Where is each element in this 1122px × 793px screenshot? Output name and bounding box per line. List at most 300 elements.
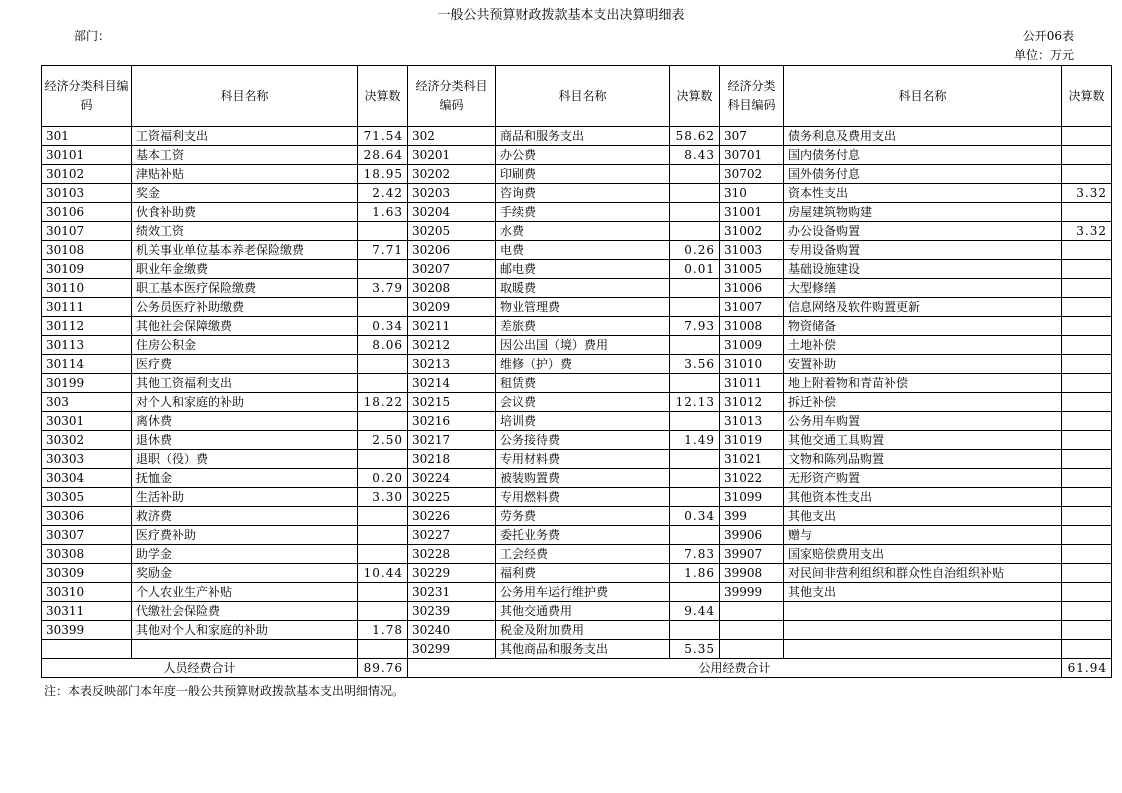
code-cell-1: 30307 [42,526,132,545]
code-cell-1: 30304 [42,469,132,488]
name-cell-1: 绩效工资 [132,222,358,241]
name-cell-3: 文物和陈列品购置 [784,450,1062,469]
name-cell-1: 退休费 [132,431,358,450]
amount-cell-2: 7.83 [670,545,720,564]
amount-cell-3 [1062,374,1112,393]
code-cell-3: 31022 [720,469,784,488]
amount-cell-1: 2.42 [358,184,408,203]
amount-cell-2 [670,184,720,203]
code-cell-2: 30299 [408,640,496,659]
table-row [42,507,1112,526]
amount-cell-2 [670,621,720,640]
name-cell-1: 奖金 [132,184,358,203]
name-cell-2: 物业管理费 [496,298,670,317]
code-cell-2: 30215 [408,393,496,412]
code-cell-1: 30399 [42,621,132,640]
amount-cell-1 [358,526,408,545]
amount-cell-2 [670,298,720,317]
code-cell-2: 30225 [408,488,496,507]
name-cell-1: 伙食补助费 [132,203,358,222]
amount-cell-1 [358,545,408,564]
name-cell-2: 差旅费 [496,317,670,336]
amount-cell-3 [1062,127,1112,146]
code-cell-1: 30101 [42,146,132,165]
name-cell-2: 其他商品和服务支出 [496,640,670,659]
amount-cell-1 [358,260,408,279]
code-cell-2: 30224 [408,469,496,488]
code-cell-1: 30110 [42,279,132,298]
amount-cell-2: 0.34 [670,507,720,526]
header-name-1: 科目名称 [132,66,358,127]
amount-cell-3 [1062,279,1112,298]
name-cell-3: 债务利息及费用支出 [784,127,1062,146]
amount-cell-3 [1062,317,1112,336]
name-cell-3: 基础设施建设 [784,260,1062,279]
code-cell-2: 30206 [408,241,496,260]
table-row [42,545,1112,564]
code-cell-1: 30301 [42,412,132,431]
amount-cell-2 [670,412,720,431]
amount-cell-2 [670,165,720,184]
code-cell-3 [720,640,784,659]
code-cell-3: 31099 [720,488,784,507]
table-row [42,488,1112,507]
name-cell-2: 咨询费 [496,184,670,203]
code-cell-2: 30202 [408,165,496,184]
amount-cell-3 [1062,431,1112,450]
name-cell-2: 手续费 [496,203,670,222]
amount-cell-2: 8.43 [670,146,720,165]
code-cell-1: 30102 [42,165,132,184]
public-total-value: 61.94 [1062,659,1112,678]
amount-cell-2: 9.44 [670,602,720,621]
name-cell-1: 其他工资福利支出 [132,374,358,393]
name-cell-3: 安置补助 [784,355,1062,374]
name-cell-3 [784,640,1062,659]
name-cell-3: 地上附着物和青苗补偿 [784,374,1062,393]
amount-cell-3 [1062,412,1112,431]
code-cell-1: 30113 [42,336,132,355]
name-cell-3 [784,602,1062,621]
amount-cell-1: 1.78 [358,621,408,640]
code-cell-2: 30227 [408,526,496,545]
name-cell-1: 工资福利支出 [132,127,358,146]
code-cell-2: 30239 [408,602,496,621]
expenditure-detail-table [41,65,1112,678]
code-cell-3: 399 [720,507,784,526]
report-title: 一般公共预算财政拨款基本支出决算明细表 [437,8,685,23]
header-amount-2: 决算数 [670,66,720,127]
code-cell-2: 30216 [408,412,496,431]
amount-cell-3: 3.32 [1062,222,1112,241]
amount-cell-3 [1062,564,1112,583]
table-row [42,602,1112,621]
table-row [42,203,1112,222]
amount-cell-1 [358,640,408,659]
amount-cell-2: 1.49 [670,431,720,450]
amount-cell-3 [1062,583,1112,602]
amount-cell-3 [1062,450,1112,469]
code-cell-1: 30111 [42,298,132,317]
amount-cell-2 [670,222,720,241]
amount-cell-1 [358,298,408,317]
header-name-2: 科目名称 [496,66,670,127]
name-cell-3: 其他支出 [784,583,1062,602]
code-cell-1: 30303 [42,450,132,469]
code-cell-2: 30208 [408,279,496,298]
table-row [42,279,1112,298]
name-cell-3: 物资储备 [784,317,1062,336]
amount-cell-2 [670,374,720,393]
amount-cell-3 [1062,545,1112,564]
name-cell-1: 公务员医疗补助缴费 [132,298,358,317]
code-cell-1: 30306 [42,507,132,526]
public-total-label: 公用经费合计 [408,659,1062,678]
name-cell-2: 专用材料费 [496,450,670,469]
amount-cell-3 [1062,355,1112,374]
table-row [42,393,1112,412]
code-cell-2: 30218 [408,450,496,469]
code-cell-1: 30114 [42,355,132,374]
amount-cell-2 [670,336,720,355]
code-cell-3: 307 [720,127,784,146]
code-cell-1: 30311 [42,602,132,621]
name-cell-3: 对民间非营利组织和群众性自治组织补贴 [784,564,1062,583]
name-cell-1: 代缴社会保险费 [132,602,358,621]
table-row [42,621,1112,640]
name-cell-3: 赠与 [784,526,1062,545]
name-cell-2: 水费 [496,222,670,241]
amount-cell-1 [358,355,408,374]
code-cell-3 [720,621,784,640]
code-cell-3: 30701 [720,146,784,165]
name-cell-2: 公务用车运行维护费 [496,583,670,602]
amount-cell-3 [1062,469,1112,488]
name-cell-1: 其他对个人和家庭的补助 [132,621,358,640]
code-cell-2: 30229 [408,564,496,583]
name-cell-3: 大型修缮 [784,279,1062,298]
code-cell-3: 31007 [720,298,784,317]
code-cell-1: 30109 [42,260,132,279]
header-code-3: 经济分类科目编码 [720,66,784,127]
code-cell-3: 31021 [720,450,784,469]
code-cell-3: 31011 [720,374,784,393]
table-row [42,317,1112,336]
name-cell-3: 无形资产购置 [784,469,1062,488]
totals-row [42,659,1112,678]
code-cell-2: 302 [408,127,496,146]
table-row [42,184,1112,203]
name-cell-3: 其他资本性支出 [784,488,1062,507]
name-cell-3: 办公设备购置 [784,222,1062,241]
code-cell-3: 31009 [720,336,784,355]
name-cell-3: 公务用车购置 [784,412,1062,431]
code-cell-2: 30217 [408,431,496,450]
code-cell-1: 30302 [42,431,132,450]
table-row [42,241,1112,260]
code-cell-3: 31008 [720,317,784,336]
code-cell-2: 30213 [408,355,496,374]
personnel-total-label: 人员经费合计 [42,659,358,678]
amount-cell-2: 7.93 [670,317,720,336]
amount-cell-2 [670,279,720,298]
name-cell-2: 办公费 [496,146,670,165]
code-cell-1: 30103 [42,184,132,203]
code-cell-3: 31019 [720,431,784,450]
name-cell-3: 房屋建筑物购建 [784,203,1062,222]
amount-cell-3 [1062,488,1112,507]
name-cell-3: 国内债务付息 [784,146,1062,165]
code-cell-1: 30310 [42,583,132,602]
name-cell-3: 其他支出 [784,507,1062,526]
amount-cell-2: 0.01 [670,260,720,279]
name-cell-1: 机关事业单位基本养老保险缴费 [132,241,358,260]
amount-cell-2: 1.86 [670,564,720,583]
amount-cell-2: 3.56 [670,355,720,374]
amount-cell-3 [1062,393,1112,412]
code-cell-3: 31012 [720,393,784,412]
amount-cell-3 [1062,602,1112,621]
code-cell-1: 30305 [42,488,132,507]
name-cell-2: 劳务费 [496,507,670,526]
name-cell-1: 对个人和家庭的补助 [132,393,358,412]
table-row [42,469,1112,488]
amount-cell-1 [358,450,408,469]
name-cell-2: 税金及附加费用 [496,621,670,640]
code-cell-3 [720,602,784,621]
amount-cell-1: 10.44 [358,564,408,583]
header-amount-3: 决算数 [1062,66,1112,127]
table-row [42,165,1112,184]
name-cell-1: 住房公积金 [132,336,358,355]
name-cell-1: 离休费 [132,412,358,431]
name-cell-2: 邮电费 [496,260,670,279]
code-cell-2: 30226 [408,507,496,526]
code-cell-1 [42,640,132,659]
amount-cell-1 [358,602,408,621]
amount-cell-1: 0.20 [358,469,408,488]
code-cell-2: 30211 [408,317,496,336]
name-cell-1: 抚恤金 [132,469,358,488]
name-cell-1: 退职（役）费 [132,450,358,469]
name-cell-2: 其他交通费用 [496,602,670,621]
code-cell-1: 30309 [42,564,132,583]
table-row [42,146,1112,165]
table-row [42,431,1112,450]
amount-cell-2 [670,526,720,545]
amount-cell-3 [1062,260,1112,279]
name-cell-3: 国家赔偿费用支出 [784,545,1062,564]
name-cell-1: 津贴补贴 [132,165,358,184]
name-cell-1: 生活补助 [132,488,358,507]
code-cell-3: 31005 [720,260,784,279]
code-cell-1: 30106 [42,203,132,222]
amount-cell-1 [358,222,408,241]
header-amount-1: 决算数 [358,66,408,127]
table-row [42,298,1112,317]
code-cell-2: 30240 [408,621,496,640]
amount-cell-1: 1.63 [358,203,408,222]
name-cell-3: 专用设备购置 [784,241,1062,260]
amount-cell-1 [358,583,408,602]
amount-cell-2: 12.13 [670,393,720,412]
code-cell-3: 39999 [720,583,784,602]
amount-cell-2 [670,203,720,222]
name-cell-2: 福利费 [496,564,670,583]
code-cell-3: 31013 [720,412,784,431]
amount-cell-1: 71.54 [358,127,408,146]
amount-cell-3 [1062,507,1112,526]
unit-label: 单位：万元 [1013,48,1074,62]
code-cell-1: 30107 [42,222,132,241]
name-cell-2: 被装购置费 [496,469,670,488]
amount-cell-1: 3.79 [358,279,408,298]
name-cell-2: 工会经费 [496,545,670,564]
name-cell-1: 助学金 [132,545,358,564]
name-cell-3: 国外债务付息 [784,165,1062,184]
code-cell-2: 30203 [408,184,496,203]
amount-cell-1: 3.30 [358,488,408,507]
table-row [42,260,1112,279]
table-row [42,640,1112,659]
table-row [42,564,1112,583]
amount-cell-1: 8.06 [358,336,408,355]
amount-cell-1: 0.34 [358,317,408,336]
code-cell-1: 30199 [42,374,132,393]
name-cell-2: 取暖费 [496,279,670,298]
name-cell-2: 印刷费 [496,165,670,184]
amount-cell-3: 3.32 [1062,184,1112,203]
table-row [42,450,1112,469]
name-cell-1: 个人农业生产补贴 [132,583,358,602]
table-row [42,583,1112,602]
name-cell-1: 基本工资 [132,146,358,165]
amount-cell-3 [1062,621,1112,640]
amount-cell-2 [670,469,720,488]
name-cell-1: 医疗费补助 [132,526,358,545]
name-cell-3 [784,621,1062,640]
code-cell-1: 303 [42,393,132,412]
name-cell-2: 培训费 [496,412,670,431]
table-row [42,222,1112,241]
code-cell-2: 30205 [408,222,496,241]
code-cell-2: 30201 [408,146,496,165]
name-cell-1: 其他社会保障缴费 [132,317,358,336]
name-cell-1: 奖励金 [132,564,358,583]
amount-cell-1: 7.71 [358,241,408,260]
name-cell-3: 资本性支出 [784,184,1062,203]
amount-cell-1: 18.95 [358,165,408,184]
table-row [42,526,1112,545]
name-cell-1: 医疗费 [132,355,358,374]
header-code-2: 经济分类科目编码 [408,66,496,127]
name-cell-1: 救济费 [132,507,358,526]
code-cell-3: 31006 [720,279,784,298]
code-cell-2: 30231 [408,583,496,602]
code-cell-2: 30228 [408,545,496,564]
code-cell-1: 30112 [42,317,132,336]
code-cell-3: 39906 [720,526,784,545]
code-cell-2: 30212 [408,336,496,355]
amount-cell-2 [670,488,720,507]
header-code-1: 经济分类科目编码 [42,66,132,127]
code-cell-3: 39908 [720,564,784,583]
department-label: 部门： [74,29,111,43]
code-cell-3: 31010 [720,355,784,374]
table-row [42,374,1112,393]
personnel-total-value: 89.76 [358,659,408,678]
code-cell-2: 30207 [408,260,496,279]
name-cell-3: 拆迁补偿 [784,393,1062,412]
code-cell-3: 310 [720,184,784,203]
name-cell-1 [132,640,358,659]
amount-cell-3 [1062,241,1112,260]
table-row [42,355,1112,374]
amount-cell-3 [1062,526,1112,545]
amount-cell-1 [358,507,408,526]
name-cell-2: 商品和服务支出 [496,127,670,146]
code-cell-3: 30702 [720,165,784,184]
name-cell-3: 土地补偿 [784,336,1062,355]
name-cell-2: 维修（护）费 [496,355,670,374]
name-cell-2: 专用燃料费 [496,488,670,507]
code-cell-3: 31001 [720,203,784,222]
table-row [42,336,1112,355]
name-cell-2: 电费 [496,241,670,260]
code-cell-3: 39907 [720,545,784,564]
code-cell-2: 30204 [408,203,496,222]
amount-cell-3 [1062,165,1112,184]
amount-cell-1 [358,412,408,431]
footnote: 注：本表反映部门本年度一般公共预算财政拨款基本支出明细情况。 [44,684,405,698]
name-cell-2: 会议费 [496,393,670,412]
code-cell-2: 30214 [408,374,496,393]
amount-cell-3 [1062,640,1112,659]
table-body [42,127,1112,659]
table-row [42,412,1112,431]
amount-cell-2 [670,450,720,469]
amount-cell-1: 2.50 [358,431,408,450]
header-name-3: 科目名称 [784,66,1062,127]
amount-cell-2: 58.62 [670,127,720,146]
name-cell-2: 因公出国（境）费用 [496,336,670,355]
code-cell-3: 31003 [720,241,784,260]
code-cell-1: 301 [42,127,132,146]
amount-cell-2: 5.35 [670,640,720,659]
amount-cell-3 [1062,146,1112,165]
amount-cell-3 [1062,298,1112,317]
amount-cell-1: 18.22 [358,393,408,412]
code-cell-1: 30308 [42,545,132,564]
code-cell-1: 30108 [42,241,132,260]
code-cell-3: 31002 [720,222,784,241]
amount-cell-3 [1062,203,1112,222]
name-cell-2: 委托业务费 [496,526,670,545]
code-cell-2: 30209 [408,298,496,317]
name-cell-3: 信息网络及软件购置更新 [784,298,1062,317]
name-cell-1: 职工基本医疗保险缴费 [132,279,358,298]
name-cell-2: 公务接待费 [496,431,670,450]
amount-cell-1: 28.64 [358,146,408,165]
amount-cell-1 [358,374,408,393]
name-cell-3: 其他交通工具购置 [784,431,1062,450]
table-header-row [42,66,1112,127]
amount-cell-2: 0.26 [670,241,720,260]
name-cell-2: 租赁费 [496,374,670,393]
form-number: 公开06表 [1022,29,1074,43]
amount-cell-3 [1062,336,1112,355]
name-cell-1: 职业年金缴费 [132,260,358,279]
